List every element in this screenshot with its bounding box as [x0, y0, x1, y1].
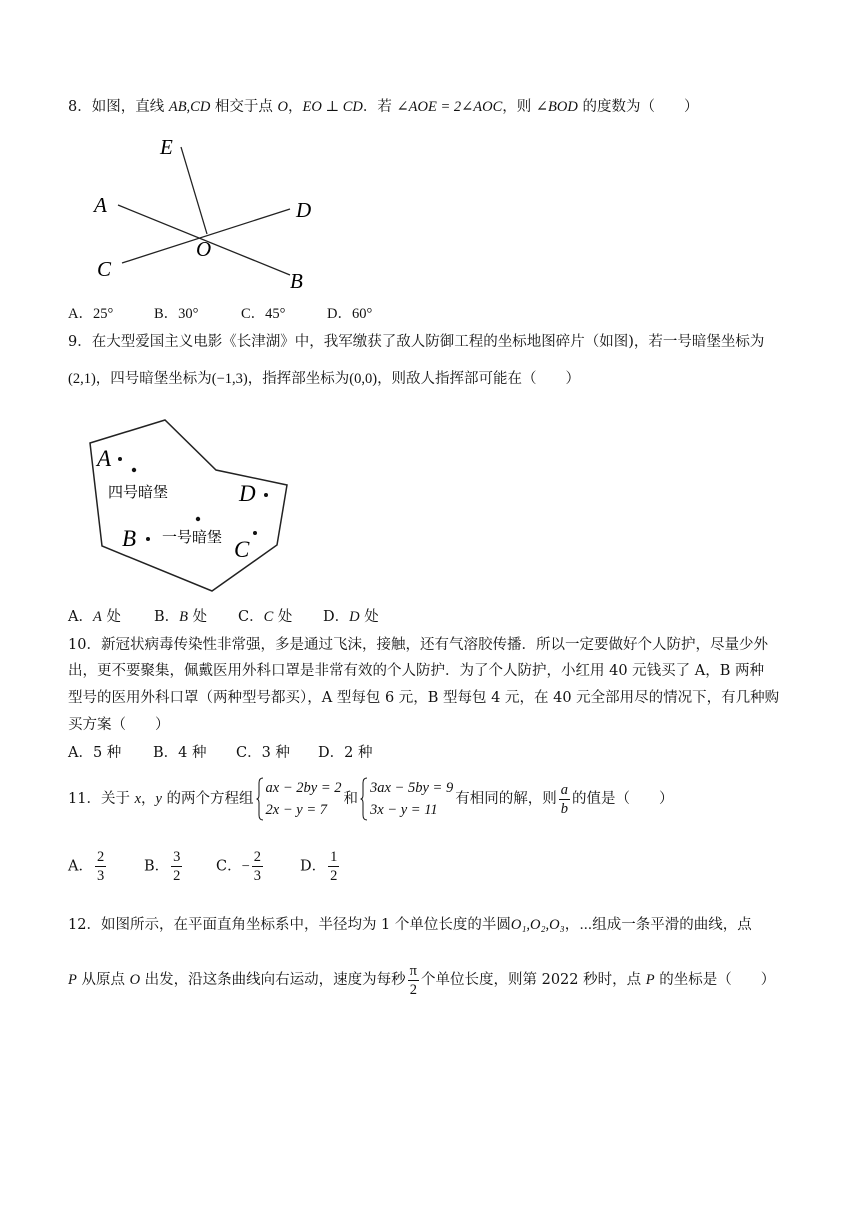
fraction: $\frac{2}{3}$ [253, 849, 262, 884]
q9-option-d[interactable]: D．D 处 [323, 609, 379, 625]
label-C: C [97, 257, 112, 281]
q8-option-c[interactable]: C．45° [241, 306, 286, 322]
label-O: O [196, 237, 212, 261]
label-D: D [239, 481, 256, 506]
map-outline [90, 420, 287, 591]
q11-option-a[interactable]: A． $\frac{2}{3}$ [68, 849, 105, 884]
q11-option-d[interactable]: D． $\frac{1}{2}$ [300, 849, 338, 884]
q11-option-c[interactable]: C．− $\frac{2}{3}$ [216, 849, 262, 884]
q8-option-d[interactable]: D．60° [327, 306, 373, 322]
q10-option-b[interactable]: B．4 种 [153, 745, 207, 761]
q11-option-b[interactable]: B． $\frac{3}{2}$ [144, 849, 181, 884]
label-D: D [296, 198, 312, 222]
point-A-dot [118, 457, 122, 461]
q10-option-c[interactable]: C．3 种 [236, 745, 290, 761]
point-C-dot [253, 531, 257, 535]
equation-system-2: 3ax − 5by = 9 3x − y = 11 [360, 777, 453, 821]
label-E: E [160, 135, 173, 159]
q12-stem-line1: 12．如图所示，在平面直角坐标系中，半径均为 1 个单位长度的半圆O₁,O₂,O₃，⋯组成一条平滑的曲线，点 [68, 917, 752, 933]
label-A: A [94, 193, 107, 217]
q8-option-a[interactable]: A．25° [68, 306, 114, 322]
q9-stem-line1: 9．在大型爱国主义电影《长津湖》中，我军缴获了敌人防御工程的坐标地图碎片（如图)，若一号暗堡坐标为 [68, 334, 765, 350]
q9-option-a[interactable]: A．A 处 [68, 609, 121, 625]
brace-icon [256, 777, 264, 821]
bunker4-dot [132, 468, 136, 472]
q10-option-d[interactable]: D．2 种 [318, 745, 373, 761]
ray-OE [181, 147, 207, 234]
q10-stem-line3: 型号的医用外科口罩（两种型号都买），A 型每包 6 元，B 型每包 4 元，在 40 元全部用尽的情况下，有几种购 [68, 690, 780, 706]
q8-stem: 8．如图，直线 AB,CD 相交于点 O，EO ⊥ CD．若 ∠AOE = 2∠AOC，则 ∠BOD 的度数为（ ） [68, 99, 699, 115]
label-bunker4: 四号暗堡 [108, 485, 169, 501]
fraction: $\frac{1}{2}$ [330, 849, 338, 884]
q10-stem-line4: 买方案（ ） [68, 717, 170, 733]
q10-stem-line2: 出，更不要聚集，佩戴医用外科口罩是非常有效的个人防护．为了个人防护，小红用 40 元钱买了 A，B 两种 [68, 663, 765, 679]
q10-stem-line1: 10．新冠状病毒传染性非常强，多是通过飞沫，接触，还有气溶胶传播．所以一定要做好个人防护，尽量少外 [68, 637, 768, 653]
q9-map-fragment [80, 415, 310, 595]
q9-stem-line2: (2,1)，四号暗堡坐标为(−1,3)，指挥部坐标为(0,0)，则敌人指挥部可能在（ ） [68, 371, 581, 387]
q12-stem-line2: P 从原点 O 出发，沿这条曲线向右运动，速度为每秒 $\frac{\pi}{2}$ 个单位长度，则第 2022 秒时，点 P 的坐标是（ ） [68, 962, 776, 998]
label-C: C [234, 537, 250, 562]
label-B: B [122, 526, 137, 551]
q8-option-b[interactable]: B．30° [154, 306, 199, 322]
point-B-dot [146, 537, 150, 541]
brace-icon [360, 777, 368, 821]
q9-option-b[interactable]: B．B 处 [154, 609, 208, 625]
equation-system-1: ax − 2by = 2 2x − y = 7 [256, 777, 342, 821]
fraction: $\frac{2}{3}$ [96, 849, 105, 884]
label-B: B [290, 269, 303, 293]
q8-figure [80, 130, 340, 300]
fraction-pi-over-2: $\frac{\pi}{2}$ [409, 962, 417, 998]
point-D-dot [264, 493, 268, 497]
bunker1-dot [196, 517, 200, 521]
label-bunker1: 一号暗堡 [162, 530, 223, 546]
fraction: $\frac{3}{2}$ [173, 849, 181, 884]
label-A: A [97, 446, 112, 471]
q11-stem: 11．关于 x，y 的两个方程组 ax − 2by = 2 2x − y = 7 和 3ax − 5by = 9 3x − y = 11 有相同的解，则 $\frac{a}{b}$ 的值是（ ） [68, 774, 673, 824]
fraction-a-over-b: $\frac{a}{b}$ [560, 781, 568, 817]
q10-option-a[interactable]: A．5 种 [68, 745, 122, 761]
q9-option-c[interactable]: C．C 处 [238, 609, 293, 625]
